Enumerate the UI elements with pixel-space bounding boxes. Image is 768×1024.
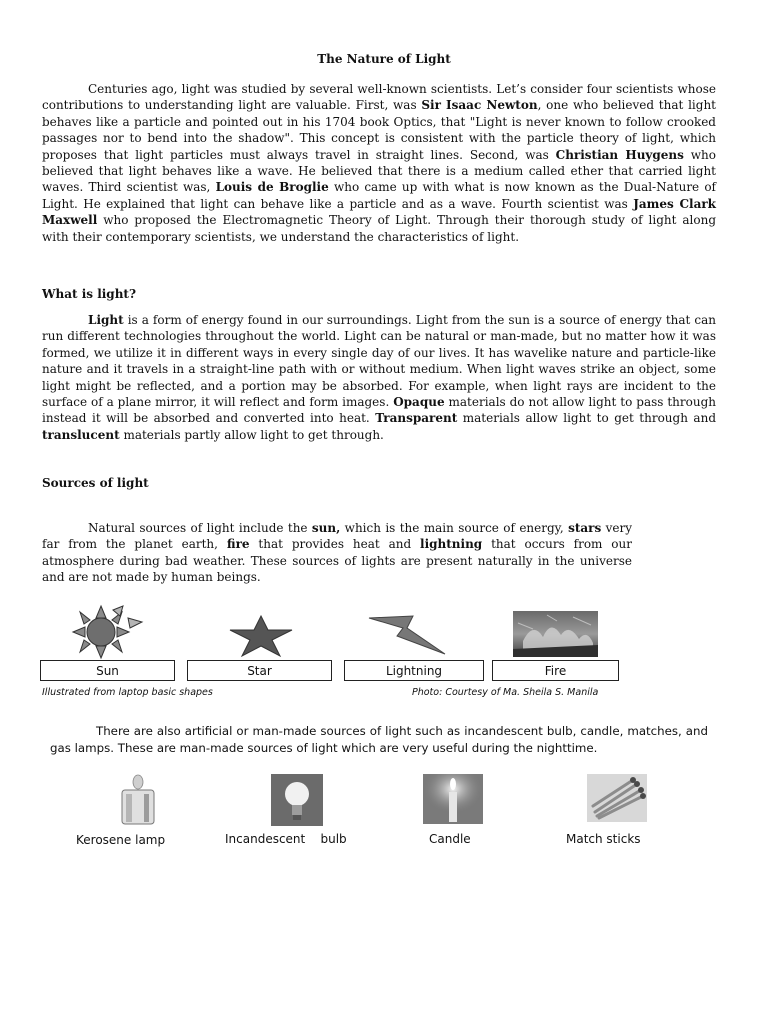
name-huygens: Christian Huygens xyxy=(555,147,684,162)
intro-text-3: who believed that light behaves like a wave. He believed that there is a medium called ether that carried light waves. Third scientist was, xyxy=(42,147,716,195)
nat-text-3: very far from the planet earth, xyxy=(42,521,632,552)
light-text-3: materials allow light to get through and xyxy=(457,411,716,426)
caption-star: Star xyxy=(187,660,332,681)
sun-icon xyxy=(68,604,148,660)
term-lightning: lightning xyxy=(420,537,483,552)
term-fire: fire xyxy=(226,537,250,552)
nat-text-4: that provides heat and xyxy=(249,537,421,552)
light-text-4: materials partly allow light to get through. xyxy=(119,427,384,442)
natural-sources-paragraph xyxy=(42,520,632,586)
nat-text-1: Natural sources of light include the xyxy=(88,521,312,535)
term-transparent: Transparent xyxy=(375,411,458,426)
light-text-1: is a form of energy found in our surroundings. Light from the sun is a source of energy that can run different technologies throughout the world. Light can be natural or man-made, but no matter how it was formed, we utilize it in different ways in every single day of our lives. It has wavelike nature and particle-like nature and it travels in a straight-line path with or without medium. When light waves strike an object, some light might be reflected, and a portion may be absorbed. For example, when light rays are incident to the surface of a plane mirror, it will reflect and form images. xyxy=(42,313,716,410)
term-sun: sun, xyxy=(311,521,341,535)
artificial-sources-paragraph xyxy=(50,723,708,757)
intro-text-1: Centuries ago, light was studied by several well-known scientists. Let’s consider four scientists whose contributions to understanding light are valuable. First, was xyxy=(42,82,716,113)
lightning-icon xyxy=(367,614,451,658)
page-title: The Nature of Light xyxy=(317,52,451,66)
light-text-2: materials do not allow light to pass through instead it will be absorbed and converted into heat. xyxy=(42,395,717,426)
intro-text-4: who came up with what is now known as the Dual-Nature of Light. He explained that light can behave like a particle and as a wave. Fourth scientist was xyxy=(42,180,716,211)
label-incandescent-bulb: Incandescent bulb xyxy=(225,832,347,846)
label-match-sticks: Match sticks xyxy=(566,832,641,846)
term-light: Light xyxy=(88,313,124,327)
term-stars: stars xyxy=(568,521,602,535)
section-heading-what-is-light: What is light? xyxy=(42,287,136,301)
credit-illustration: Illustrated from laptop basic shapes xyxy=(42,687,213,698)
nat-text-2: which is the main source of energy, xyxy=(340,521,569,535)
caption-sun: Sun xyxy=(40,660,175,681)
incandescent-bulb-photo xyxy=(271,774,323,826)
fire-photo xyxy=(513,611,598,657)
section-heading-sources: Sources of light xyxy=(42,476,149,490)
artificial-text: There are also artificial or man-made sources of light such as incandescent bulb, candle, matches, and gas lamps. These are man-made sources of light which are very useful during the nighttime. xyxy=(50,724,708,755)
name-newton: Sir Isaac Newton xyxy=(421,98,538,113)
caption-lightning: Lightning xyxy=(344,660,484,681)
star-icon xyxy=(228,614,294,658)
match-sticks-photo xyxy=(587,774,647,822)
what-is-light-paragraph xyxy=(42,312,716,443)
name-maxwell: James Clark Maxwell xyxy=(42,196,716,228)
term-translucent: translucent xyxy=(42,427,120,442)
name-debroglie: Louis de Broglie xyxy=(215,180,329,195)
credit-photo: Photo: Courtesy of Ma. Sheila S. Manila xyxy=(412,687,599,698)
intro-text-2: , one who believed that light behaves like a particle and pointed out in his 1704 book Optics, that "Light is never known to follow crooked passages nor to bend into the shadow". This concept is consistent with the particle theory of light, which proposes that light particles must always travel in straight lines. Second, was xyxy=(42,98,716,162)
kerosene-lamp-photo xyxy=(118,774,158,826)
candle-photo xyxy=(423,774,483,824)
term-opaque: Opaque xyxy=(393,395,445,410)
intro-paragraph xyxy=(42,81,716,245)
caption-fire: Fire xyxy=(492,660,619,681)
label-kerosene-lamp: Kerosene lamp xyxy=(76,833,166,847)
intro-text-5: who proposed the Electromagnetic Theory of Light. Through their thorough study of light along with their contemporary scientists, we understand the characteristics of light. xyxy=(42,213,716,244)
label-candle: Candle xyxy=(429,832,471,846)
nat-text-5: that occurs from our atmosphere during bad weather. These sources of lights are present naturally in the universe and are not made by human beings. xyxy=(42,537,632,585)
